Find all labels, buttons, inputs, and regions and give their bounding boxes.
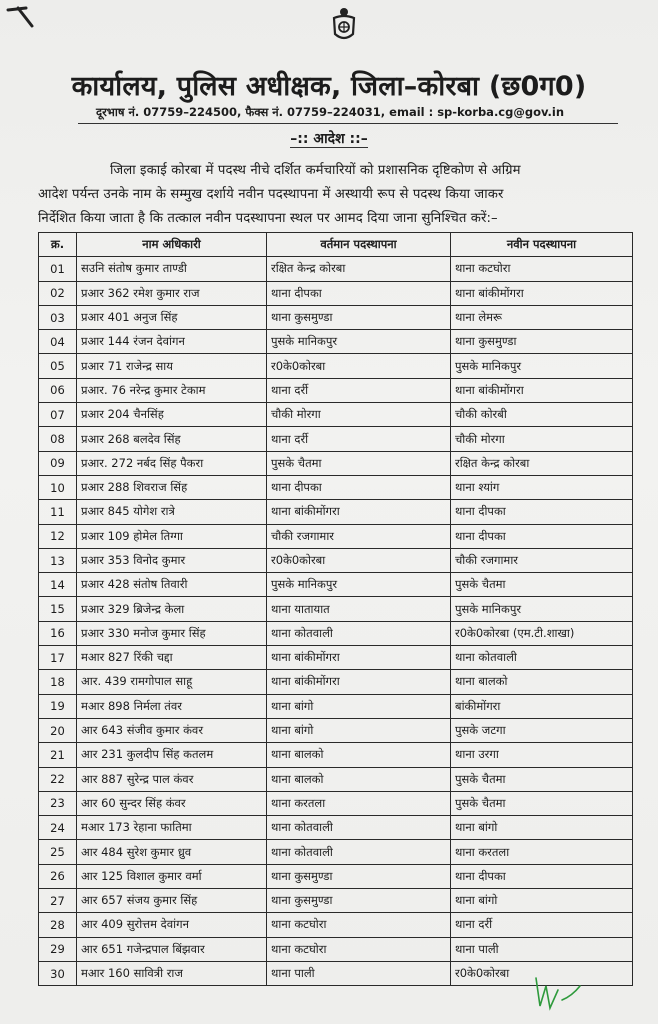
cell-serial: 08	[39, 427, 77, 451]
cell-officer-name: प्रआर. 76 नरेन्द्र कुमार टेकाम	[77, 378, 267, 402]
pen-mark-icon	[6, 4, 46, 32]
cell-current-posting: थाना दीपका	[267, 475, 451, 499]
transfer-table	[38, 232, 633, 986]
cell-serial: 28	[39, 913, 77, 937]
cell-officer-name: आर 60 सुन्दर सिंह कंवर	[77, 791, 267, 815]
cell-current-posting: थाना कोतवाली	[267, 816, 451, 840]
cell-serial: 26	[39, 864, 77, 888]
cell-officer-name: मआर 827 रिंकी चद्दा	[77, 646, 267, 670]
column-header-serial: क्र.	[39, 233, 77, 257]
cell-new-posting: थाना बांगो	[451, 816, 633, 840]
cell-new-posting: रक्षित केन्द्र कोरबा	[451, 451, 633, 475]
cell-officer-name: प्रआर 845 योगेश रात्रे	[77, 500, 267, 524]
cell-current-posting: थाना बालको	[267, 767, 451, 791]
cell-serial: 16	[39, 621, 77, 645]
cell-current-posting: थाना यातायात	[267, 597, 451, 621]
cell-current-posting: थाना कुसमुण्डा	[267, 864, 451, 888]
cell-serial: 03	[39, 305, 77, 329]
cell-officer-name: आर. 439 रामगोपाल साहू	[77, 670, 267, 694]
police-emblem-icon	[326, 4, 362, 44]
cell-new-posting: थाना कटघोरा	[451, 257, 633, 281]
order-body-line-3: निर्देशित किया जाता है कि तत्काल नवीन पदस्थापना स्थल पर आमद दिया जाना सुनिश्चित करें:–	[38, 211, 498, 226]
table-row	[39, 840, 633, 864]
cell-officer-name: आर 125 विशाल कुमार वर्मा	[77, 864, 267, 888]
cell-current-posting: रक्षित केन्द्र कोरबा	[267, 257, 451, 281]
cell-current-posting: थाना कटघोरा	[267, 913, 451, 937]
cell-serial: 02	[39, 281, 77, 305]
cell-new-posting: थाना बांकीमोंगरा	[451, 281, 633, 305]
cell-officer-name: प्रआर 401 अनुज सिंह	[77, 305, 267, 329]
cell-serial: 25	[39, 840, 77, 864]
cell-serial: 05	[39, 354, 77, 378]
cell-new-posting: पुसके जटगा	[451, 718, 633, 742]
cell-new-posting: र0के0कोरबा	[451, 961, 633, 985]
cell-current-posting: थाना कुसमुण्डा	[267, 889, 451, 913]
cell-serial: 07	[39, 403, 77, 427]
cell-new-posting: थाना दर्री	[451, 913, 633, 937]
cell-current-posting: पुसके मानिकपुर	[267, 573, 451, 597]
cell-current-posting: थाना बांकीमोंगरा	[267, 670, 451, 694]
table-row	[39, 743, 633, 767]
table-row	[39, 475, 633, 499]
table-row	[39, 573, 633, 597]
cell-current-posting: थाना दीपका	[267, 281, 451, 305]
cell-new-posting: थाना श्यांग	[451, 475, 633, 499]
header-divider	[78, 123, 618, 124]
table-row	[39, 524, 633, 548]
table-row	[39, 694, 633, 718]
signature-mark	[528, 956, 588, 1016]
column-header-new-posting: नवीन पदस्थापना	[451, 233, 633, 257]
cell-new-posting: चौकी रजगामार	[451, 548, 633, 572]
table-row	[39, 646, 633, 670]
office-title: कार्यालय, पुलिस अधीक्षक, जिला–कोरबा (छ0ग0)	[71, 71, 587, 102]
cell-officer-name: प्रआर 329 ब्रिजेन्द्र केला	[77, 597, 267, 621]
cell-new-posting: र0के0कोरबा (एम.टी.शाखा)	[451, 621, 633, 645]
cell-officer-name: आर 887 सुरेन्द्र पाल कंवर	[77, 767, 267, 791]
table-row	[39, 500, 633, 524]
table-row	[39, 621, 633, 645]
cell-officer-name: आर 651 गजेन्द्रपाल बिंझवार	[77, 937, 267, 961]
cell-officer-name: आर 231 कुलदीप सिंह कतलम	[77, 743, 267, 767]
cell-current-posting: चौकी रजगामार	[267, 524, 451, 548]
table-row	[39, 305, 633, 329]
cell-current-posting: थाना दर्री	[267, 427, 451, 451]
table-row	[39, 889, 633, 913]
cell-officer-name: मआर 160 सावित्री राज	[77, 961, 267, 985]
cell-serial: 23	[39, 791, 77, 815]
cell-new-posting: थाना बांगो	[451, 889, 633, 913]
cell-current-posting: र0के0कोरबा	[267, 548, 451, 572]
cell-serial: 10	[39, 475, 77, 499]
cell-officer-name: आर 484 सुरेश कुमार ध्रुव	[77, 840, 267, 864]
table-row	[39, 403, 633, 427]
cell-officer-name: प्रआर 109 होमेल तिग्गा	[77, 524, 267, 548]
cell-new-posting: थाना पाली	[451, 937, 633, 961]
cell-new-posting: थाना कोतवाली	[451, 646, 633, 670]
order-heading-text: –:: आदेश ::–	[290, 131, 368, 147]
cell-serial: 24	[39, 816, 77, 840]
cell-serial: 12	[39, 524, 77, 548]
cell-new-posting: पुसके मानिकपुर	[451, 597, 633, 621]
cell-serial: 22	[39, 767, 77, 791]
table-row	[39, 767, 633, 791]
cell-serial: 18	[39, 670, 77, 694]
table-row	[39, 427, 633, 451]
cell-officer-name: प्रआर 204 चैनसिंह	[77, 403, 267, 427]
cell-new-posting: पुसके चैतमा	[451, 791, 633, 815]
table-row	[39, 451, 633, 475]
cell-officer-name: सउनि संतोष कुमार ताण्डी	[77, 257, 267, 281]
cell-current-posting: थाना करतला	[267, 791, 451, 815]
table-row	[39, 378, 633, 402]
cell-serial: 29	[39, 937, 77, 961]
order-body-line-2: आदेश पर्यन्त उनके नाम के सम्मुख दर्शाये नवीन पदस्थापना में अस्थायी रूप से पदस्थ किया जाकर	[38, 187, 504, 202]
cell-new-posting: थाना बालको	[451, 670, 633, 694]
table-row	[39, 816, 633, 840]
cell-current-posting: थाना कोतवाली	[267, 621, 451, 645]
cell-current-posting: पुसके मानिकपुर	[267, 330, 451, 354]
cell-current-posting: थाना कटघोरा	[267, 937, 451, 961]
cell-serial: 20	[39, 718, 77, 742]
cell-current-posting: थाना कोतवाली	[267, 840, 451, 864]
table-row	[39, 864, 633, 888]
cell-current-posting: र0के0कोरबा	[267, 354, 451, 378]
cell-officer-name: प्रआर 330 मनोज कुमार सिंह	[77, 621, 267, 645]
table-row	[39, 257, 633, 281]
column-header-name: नाम अधिकारी	[77, 233, 267, 257]
cell-new-posting: थाना दीपका	[451, 500, 633, 524]
cell-serial: 09	[39, 451, 77, 475]
cell-officer-name: प्रआर 268 बलदेव सिंह	[77, 427, 267, 451]
cell-current-posting: थाना बांगो	[267, 718, 451, 742]
cell-new-posting: थाना दीपका	[451, 524, 633, 548]
cell-serial: 27	[39, 889, 77, 913]
table-row	[39, 281, 633, 305]
table-row	[39, 718, 633, 742]
table-body	[39, 257, 633, 986]
table-row	[39, 597, 633, 621]
cell-officer-name: मआर 173 रेहाना फातिमा	[77, 816, 267, 840]
cell-officer-name: प्रआर 144 रंजन देवांगन	[77, 330, 267, 354]
cell-current-posting: थाना बालको	[267, 743, 451, 767]
cell-current-posting: थाना पाली	[267, 961, 451, 985]
cell-new-posting: थाना करतला	[451, 840, 633, 864]
cell-new-posting: चौकी मोरगा	[451, 427, 633, 451]
cell-serial: 17	[39, 646, 77, 670]
cell-serial: 11	[39, 500, 77, 524]
cell-serial: 30	[39, 961, 77, 985]
cell-current-posting: थाना बांकीमोंगरा	[267, 646, 451, 670]
cell-officer-name: प्रआर 428 संतोष तिवारी	[77, 573, 267, 597]
cell-current-posting: पुसके चैतमा	[267, 451, 451, 475]
cell-officer-name: आर 643 संजीव कुमार कंवर	[77, 718, 267, 742]
table-row	[39, 548, 633, 572]
table-row	[39, 913, 633, 937]
order-heading	[0, 129, 658, 148]
cell-serial: 04	[39, 330, 77, 354]
cell-current-posting: थाना दर्री	[267, 378, 451, 402]
cell-new-posting: थाना लेमरू	[451, 305, 633, 329]
table-row	[39, 330, 633, 354]
cell-serial: 01	[39, 257, 77, 281]
cell-new-posting: चौकी कोरबी	[451, 403, 633, 427]
table-row	[39, 354, 633, 378]
cell-new-posting: थाना दीपका	[451, 864, 633, 888]
cell-current-posting: थाना बांकीमोंगरा	[267, 500, 451, 524]
contact-line: दूरभाष नं. 07759–224500, फैक्स नं. 07759–224031, email : sp-korba.cg@gov.in	[96, 105, 565, 119]
cell-new-posting: थाना उरगा	[451, 743, 633, 767]
cell-officer-name: प्रआर 71 राजेन्द्र साय	[77, 354, 267, 378]
cell-officer-name: मआर 898 निर्मला तंवर	[77, 694, 267, 718]
cell-officer-name: प्रआर 362 रमेश कुमार राज	[77, 281, 267, 305]
cell-serial: 13	[39, 548, 77, 572]
cell-new-posting: पुसके चैतमा	[451, 573, 633, 597]
cell-current-posting: थाना कुसमुण्डा	[267, 305, 451, 329]
cell-serial: 19	[39, 694, 77, 718]
cell-current-posting: थाना बांगो	[267, 694, 451, 718]
cell-officer-name: प्रआर 288 शिवराज सिंह	[77, 475, 267, 499]
cell-new-posting: बांकीमोंगरा	[451, 694, 633, 718]
cell-new-posting: पुसके चैतमा	[451, 767, 633, 791]
table-row	[39, 791, 633, 815]
cell-officer-name: आर 409 सुरोत्तम देवांगन	[77, 913, 267, 937]
cell-current-posting: चौकी मोरगा	[267, 403, 451, 427]
cell-officer-name: प्रआर 353 विनोद कुमार	[77, 548, 267, 572]
cell-serial: 15	[39, 597, 77, 621]
cell-serial: 06	[39, 378, 77, 402]
column-header-current-posting: वर्तमान पदस्थापना	[267, 233, 451, 257]
table-row	[39, 670, 633, 694]
order-body-line-1: जिला इकाई कोरबा में पदस्थ नीचे दर्शित कर्मचारियों को प्रशासनिक दृष्टिकोण से अग्रिम	[110, 163, 521, 178]
cell-new-posting: पुसके मानिकपुर	[451, 354, 633, 378]
cell-serial: 21	[39, 743, 77, 767]
cell-officer-name: प्रआर. 272 नर्बद सिंह पैकरा	[77, 451, 267, 475]
cell-serial: 14	[39, 573, 77, 597]
cell-officer-name: आर 657 संजय कुमार सिंह	[77, 889, 267, 913]
table-header-row	[39, 233, 633, 257]
cell-new-posting: थाना कुसमुण्डा	[451, 330, 633, 354]
cell-new-posting: थाना बांकीमोंगरा	[451, 378, 633, 402]
